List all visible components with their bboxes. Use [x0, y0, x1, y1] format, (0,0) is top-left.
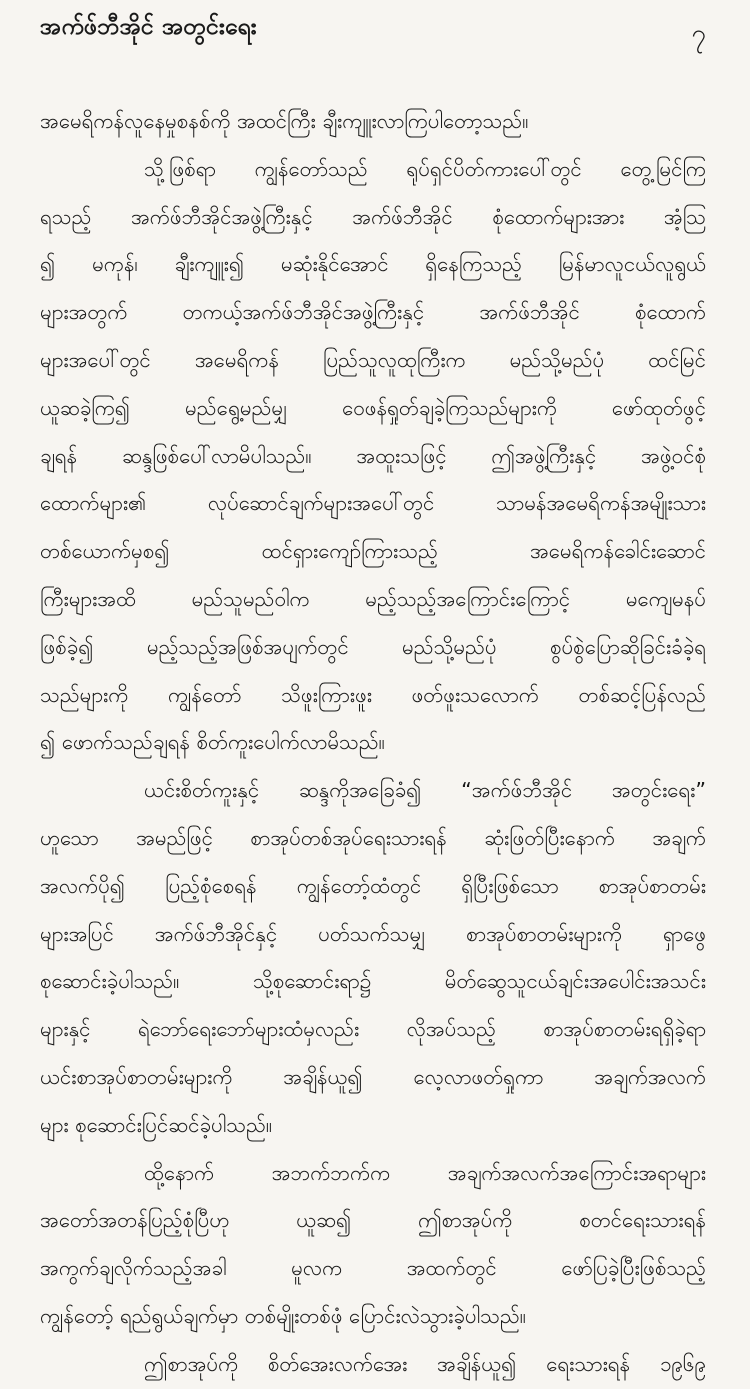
- paragraph: [40, 1150, 706, 1341]
- paragraph: [40, 98, 706, 146]
- text-line: အကွက်ချလိုက်သည့်အခါ မူလက အထက်တွင် ဖော်ပြခဲ့ပြီးဖြစ်သည့်: [40, 1256, 706, 1281]
- text-line: များ စုဆောင်းပြင်ဆင်ခဲ့ပါသည်။: [40, 1112, 273, 1137]
- body-text: [40, 98, 706, 1389]
- text-line: ယူဆခဲ့ကြ၍ မည်ရွေ့မည်မျှ ဝေဖန်ရှုတ်ချခဲ့ကြသည်များကို ဖော်ထုတ်ဖွင့်: [40, 395, 706, 420]
- text-line: ရသည့် အက်ဖ်ဘီအိုင်အဖွဲ့ကြီးနှင့် အက်ဖ်ဘီအိုင် စုံထောက်များအား အံ့သြ: [40, 204, 706, 229]
- page-number: ၇: [691, 19, 706, 49]
- text-line: ဟူသော အမည်ဖြင့် စာအုပ်တစ်အုပ်ရေးသားရန် ဆုံးဖြတ်ပြီးနောက် အချက်: [40, 825, 706, 850]
- text-line: များနှင့် ရဲဘော်ရေးဘော်များထံမှလည်း လိုအပ်သည့် စာအုပ်စာတမ်းရရှိခဲ့ရာ: [40, 1017, 706, 1042]
- text-line: အတော်အတန်ပြည့်စုံပြီဟု ယူဆ၍ ဤစာအုပ်ကို စတင်ရေးသားရန်: [40, 1208, 706, 1233]
- text-line: များအပေါ်တွင် အမေရိကန် ပြည်သူလူထုကြီးက မည်သို့မည်ပုံ ထင်မြင်: [40, 347, 706, 372]
- text-line: ဖြစ်ခဲ့၍ မည့်သည့်အဖြစ်အပျက်တွင် မည်သို့မည်ပုံ စွပ်စွဲပြောဆိုခြင်းခံခဲ့ရ: [40, 634, 706, 659]
- text-line: ထို့နောက် အဘက်ဘက်က အချက်အလက်အကြောင်းအရာများ: [144, 1160, 706, 1185]
- text-line: သို့ဖြစ်ရာ ကျွန်တော်သည် ရုပ်ရှင်ပိတ်ကားပေါ်တွင် တွေ့မြင်ကြ: [144, 156, 706, 181]
- text-line: ၍ ဖောက်သည်ချရန် စိတ်ကူးပေါက်လာမိသည်။: [40, 730, 385, 755]
- text-line: ကြီးများအထိ မည်သူမည်ဝါက မည့်သည့်အကြောင်းကြောင့် မကျေမနပ်: [40, 586, 706, 611]
- paragraph: [40, 1341, 706, 1389]
- text-line: ချရန် ဆန္ဒဖြစ်ပေါ်လာမိပါသည်။ အထူးသဖြင့် ဤအဖွဲ့ကြီးနှင့် အဖွဲ့ဝင်စုံ: [40, 443, 706, 468]
- text-line: ထောက်များ၏ လုပ်ဆောင်ချက်များအပေါ်တွင် သာမန်အမေရိကန်အမျိုးသား: [40, 491, 706, 516]
- text-line: ယင်းစိတ်ကူးနှင့် ဆန္ဒကိုအခြေခံ၍ “အက်ဖ်ဘီအိုင် အတွင်းရေး”: [144, 778, 706, 803]
- text-line: တစ်ယောက်မှစ၍ ထင်ရှားကျော်ကြားသည့် အမေရိကန်ခေါင်းဆောင်: [40, 539, 706, 564]
- text-line: အမေရိကန်လူနေမှုစနစ်ကို အထင်ကြီး ချီးကျူးလာကြပါတော့သည်။: [40, 109, 529, 133]
- text-line: ဤစာအုပ်ကို စိတ်အေးလက်အေး အချိန်ယူ၍ ရေးသားရန် ၁၉၆၉: [144, 1351, 706, 1376]
- text-line: များအပြင် အက်ဖ်ဘီအိုင်နှင့် ပတ်သက်သမျှ စာအုပ်စာတမ်းများကို ရှာဖွေ: [40, 921, 706, 946]
- paragraph: [40, 146, 706, 767]
- text-line: ၍ မကုန်၊ ချီးကျူး၍ မဆုံးနိုင်အောင် ရှိနေကြသည့် မြန်မာလူငယ်လူရွယ်: [40, 252, 706, 277]
- text-line: ယင်းစာအုပ်စာတမ်းများကို အချိန်ယူ၍ လေ့လာဖတ်ရှုကာ အချက်အလက်: [40, 1064, 706, 1089]
- paragraph: [40, 767, 706, 1149]
- running-head: အက်ဖ်ဘီအိုင် အတွင်းရေး: [40, 14, 257, 40]
- text-line: သည်များကို ကျွန်တော် သိဖူးကြားဖူး ဖတ်ဖူးသလောက် တစ်ဆင့်ပြန်လည်: [40, 682, 706, 707]
- text-line: စုဆောင်းခဲ့ပါသည်။ သို့စုဆောင်းရာ၌ မိတ်ဆွေသူငယ်ချင်းအပေါင်းအသင်း: [40, 969, 706, 994]
- text-line: ကျွန်တော့် ရည်ရွယ်ချက်မှာ တစ်မျိုးတစ်ဖုံ ပြောင်းလဲသွားခဲ့ပါသည်။: [40, 1303, 526, 1328]
- text-line: အလက်ပို၍ ပြည့်စုံစေရန် ကျွန်တော့်ထံတွင် ရှိပြီးဖြစ်သော စာအုပ်စာတမ်း: [40, 873, 706, 898]
- text-line: များအတွက် တကယ့်အက်ဖ်ဘီအိုင်အဖွဲ့ကြီးနှင့် အက်ဖ်ဘီအိုင် စုံထောက်: [40, 300, 706, 325]
